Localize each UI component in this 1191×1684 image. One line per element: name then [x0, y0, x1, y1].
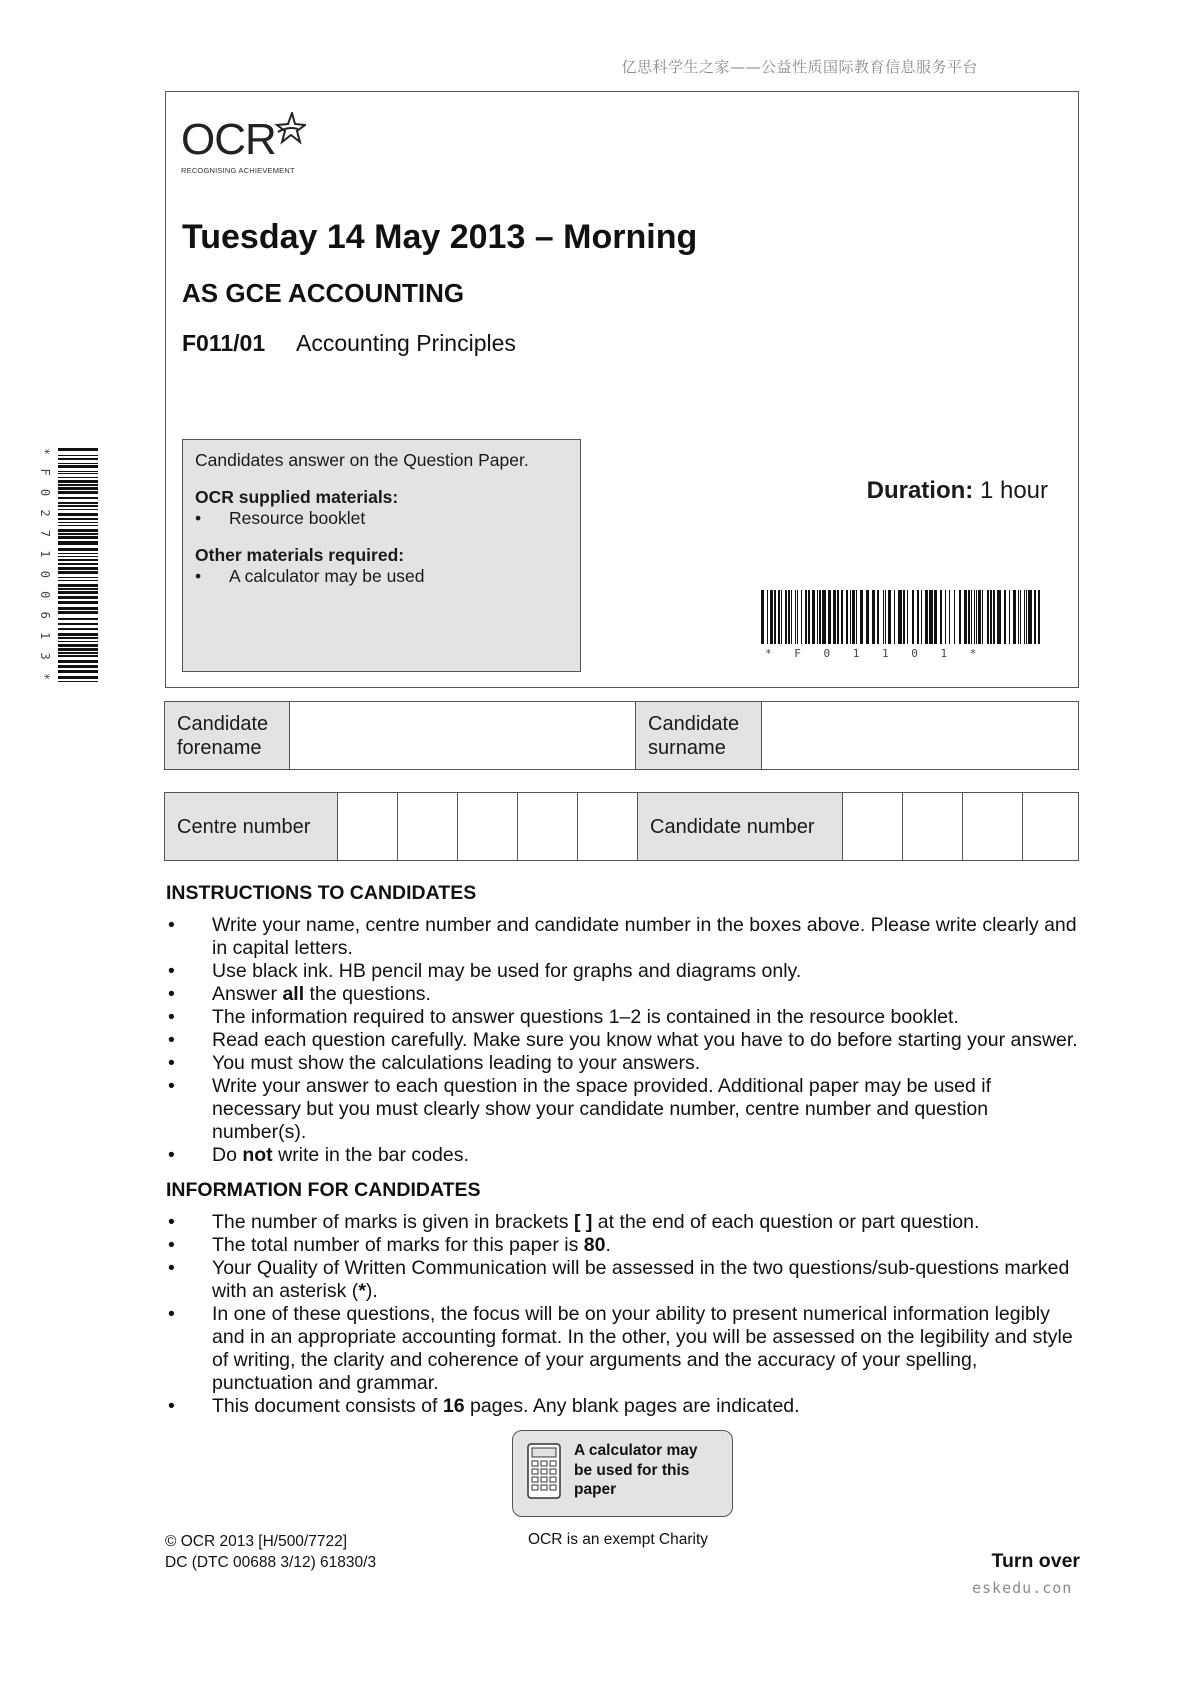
bullet: •: [168, 1144, 175, 1166]
barcode-main: [761, 590, 1043, 660]
candidate-number-box[interactable]: [1022, 793, 1078, 860]
bullet: •: [168, 914, 175, 936]
barcode-bar: [1024, 590, 1025, 644]
barcode-bar: [58, 665, 98, 668]
bullet: •: [168, 1052, 175, 1074]
barcode-bar: [58, 563, 98, 565]
bullet: •: [168, 1257, 175, 1279]
calculator-notice-text: A calculator may be used for this paper: [574, 1442, 698, 1498]
barcode-bar: [912, 590, 914, 644]
candidate-name-table: [164, 701, 1079, 770]
centre-number-box[interactable]: [517, 793, 577, 860]
barcode-bar: [860, 590, 863, 644]
logo-wordmark: OCR: [181, 115, 276, 164]
ocr-logo: [181, 115, 306, 175]
turn-over: Turn over: [991, 1550, 1080, 1572]
barcode-bar: [812, 590, 815, 644]
barcode-bar: [982, 590, 983, 644]
instruction-item: • You must show the calculations leading to your answers.: [168, 1052, 701, 1074]
barcode-bar: [801, 590, 802, 644]
barcode-bar: [850, 590, 851, 644]
barcode-bar: [990, 590, 992, 644]
barcode-bar: [894, 590, 895, 644]
barcode-bar: [907, 590, 908, 644]
barcode-bar: [976, 590, 977, 644]
barcode-bar: [964, 590, 967, 644]
barcode-bar: [58, 509, 98, 510]
copyright: © OCR 2013 [H/500/7722]: [165, 1533, 348, 1550]
forename-label: Candidate forename: [165, 702, 290, 769]
bullet: •: [168, 1303, 175, 1325]
barcode-bar: [997, 590, 1001, 644]
barcode-main-bars: [761, 590, 1043, 644]
supplied-item: • Resource booklet: [195, 508, 366, 528]
barcode-bar: [788, 590, 790, 644]
bullet: •: [168, 960, 175, 982]
barcode-bar: [822, 590, 826, 644]
materials-box: [182, 439, 581, 672]
bullet: •: [168, 1075, 175, 1097]
barcode-bar: [767, 590, 768, 644]
barcode-bar: [58, 463, 98, 464]
barcode-bar: [866, 590, 869, 644]
candidate-number-box[interactable]: [902, 793, 962, 860]
bullet: •: [168, 1211, 175, 1233]
barcode-bar: [852, 590, 855, 644]
barcode-bar: [778, 590, 780, 644]
barcode-bar: [58, 541, 98, 545]
bullet: •: [168, 1234, 175, 1256]
centre-number-box[interactable]: [577, 793, 637, 860]
exam-paper-title: Accounting Principles: [296, 330, 516, 356]
barcode-main-text: * F 0 1 1 0 1 *: [765, 647, 985, 660]
information-item: • The number of marks is given in brackets [ ] at the end of each question or part question.: [168, 1211, 980, 1233]
watermark-bottom: eskedu.con: [972, 1579, 1073, 1597]
barcode-bar: [58, 458, 98, 460]
barcode-bar: [58, 455, 98, 456]
document-ref: DC (DTC 00688 3/12) 61830/3: [165, 1554, 377, 1571]
barcode-bar: [58, 584, 98, 587]
barcode-bar: [785, 590, 787, 644]
information-item: • The total number of marks for this paper is 80.: [168, 1234, 611, 1256]
barcode-bar: [58, 484, 98, 486]
bullet: •: [168, 983, 175, 1005]
barcode-bar: [58, 477, 98, 478]
barcode-bar: [58, 670, 98, 673]
bullet: •: [168, 1395, 175, 1417]
barcode-bar: [925, 590, 928, 644]
barcode-bar: [1026, 590, 1027, 644]
barcode-bar: [58, 660, 98, 663]
centre-number-box[interactable]: [337, 793, 397, 860]
instruction-item: • Use black ink. HB pencil may be used for graphs and diagrams only.: [168, 960, 802, 982]
barcode-bar: [58, 518, 98, 520]
barcode-bar: [58, 644, 98, 647]
barcode-bar: [808, 590, 810, 644]
barcode-bar: [883, 590, 884, 644]
candidate-number-box[interactable]: [842, 793, 902, 860]
instructions-list: [166, 914, 1082, 1167]
barcode-bar: [58, 676, 98, 679]
barcode-bar: [58, 473, 98, 474]
barcode-bar: [940, 590, 942, 644]
bullet: •: [168, 1006, 175, 1028]
barcode-bar: [987, 590, 989, 644]
barcode-bar: [58, 623, 98, 625]
barcode-bar: [846, 590, 848, 644]
barcode-bar: [58, 580, 98, 581]
barcode-bar: [791, 590, 792, 644]
barcode-bar: [58, 567, 98, 570]
exam-date: Tuesday 14 May 2013 – Morning: [182, 218, 698, 256]
barcode-bar: [58, 529, 98, 532]
information-item: • In one of these questions, the focus will be on your ability to present numerical information legibly and in an appropriate accounting format. In the other, you will be assessed on the legibility and style of writing, the clarity and coherence of your arguments and the accuracy of your spelling, punctuation and grammar.: [168, 1303, 1073, 1394]
barcode-bar: [1009, 590, 1010, 644]
barcode-bar: [877, 590, 879, 644]
supplied-heading: OCR supplied materials:: [195, 487, 399, 507]
barcode-bar: [58, 641, 98, 642]
barcode-bar: [58, 607, 98, 610]
instruction-item: • Read each question carefully. Make sure you know what you have to do before starting your answer.: [168, 1029, 1078, 1051]
barcode-bar: [885, 590, 886, 644]
barcode-bar: [58, 655, 98, 657]
barcode-bar: [1038, 590, 1040, 644]
barcode-bar: [817, 590, 818, 644]
information-list: [166, 1211, 1082, 1418]
barcode-bar: [58, 471, 98, 472]
centre-number-box[interactable]: [457, 793, 517, 860]
instruction-item: • Write your answer to each question in the space provided. Additional paper may be used if necessary but you must clearly show your candidate number, centre number and question number(s).: [168, 1075, 992, 1143]
barcode-bar: [781, 590, 782, 644]
barcode-bar: [888, 590, 891, 644]
barcode-bar: [978, 590, 981, 644]
barcode-bar: [58, 596, 98, 599]
centre-number-box[interactable]: [397, 793, 457, 860]
centre-number-label: Centre number: [165, 793, 337, 860]
barcode-bar: [929, 590, 933, 644]
barcode-bar: [1020, 590, 1021, 644]
exam-subject: AS GCE ACCOUNTING: [182, 278, 465, 308]
barcode-bar: [974, 590, 975, 644]
calculator-icon: [527, 1443, 561, 1499]
barcode-bar: [819, 590, 821, 644]
barcode-bar: [797, 590, 798, 644]
barcode-bar: [58, 548, 98, 551]
barcode-bar: [58, 491, 98, 494]
barcode-bar: [58, 556, 98, 557]
instructions-title: INSTRUCTIONS TO CANDIDATES: [166, 882, 477, 904]
calculator-notice: [512, 1430, 733, 1517]
barcode-bar: [58, 536, 98, 539]
duration: [867, 477, 1048, 505]
barcode-bar: [58, 502, 98, 504]
barcode-side-text: * F 0 2 7 1 0 0 6 1 3 *: [38, 448, 52, 684]
duration-value: 1 hour: [973, 477, 1048, 504]
star-icon: [270, 112, 306, 146]
barcode-bar: [58, 577, 98, 578]
barcode-bar: [761, 590, 764, 644]
barcode-bar: [58, 591, 98, 594]
instruction-item: • The information required to answer questions 1–2 is contained in the resource booklet.: [168, 1006, 959, 1028]
barcode-bar: [774, 590, 776, 644]
barcode-bar: [58, 505, 98, 507]
information-title: INFORMATION FOR CANDIDATES: [166, 1179, 481, 1201]
barcode-bar: [945, 590, 946, 644]
barcode-bar: [58, 633, 98, 636]
barcode-bar: [903, 590, 905, 644]
barcode-bar: [1013, 590, 1016, 644]
barcode-bar: [58, 553, 98, 554]
bullet: •: [168, 1029, 175, 1051]
barcode-bar: [959, 590, 961, 644]
other-heading: Other materials required:: [195, 545, 405, 565]
surname-label: Candidate surname: [636, 702, 762, 769]
barcode-bar: [58, 533, 98, 535]
barcode-bar: [58, 487, 98, 490]
barcode-bar: [58, 611, 98, 614]
barcode-bar: [917, 590, 919, 644]
instruction-item: • Write your name, centre number and candidate number in the boxes above. Please write clearly and in capital letters.: [168, 914, 1077, 959]
charity-note: OCR is an exempt Charity: [528, 1531, 709, 1548]
barcode-bar: [921, 590, 922, 644]
answer-note: Candidates answer on the Question Paper.: [195, 450, 529, 470]
barcode-bar: [837, 590, 839, 644]
barcode-bar: [58, 618, 98, 620]
barcode-bar: [58, 480, 98, 483]
barcode-bar: [58, 525, 98, 526]
watermark-top: 亿思科学生之家——公益性质国际教育信息服务平台: [621, 58, 978, 76]
barcode-bar: [58, 637, 98, 639]
barcode-bar: [993, 590, 995, 644]
other-item: • A calculator may be used: [195, 566, 425, 586]
barcode-bar: [1034, 590, 1036, 644]
barcode-bar: [770, 590, 773, 644]
instruction-item: • Answer all the questions.: [168, 983, 431, 1005]
barcode-bar: [58, 648, 98, 651]
barcode-bar: [805, 590, 807, 644]
barcode-bar: [828, 590, 831, 644]
barcode-bar: [58, 628, 98, 630]
barcode-bar: [971, 590, 972, 644]
barcode-bar: [898, 590, 902, 644]
barcode-bar: [934, 590, 937, 644]
logo-tagline: RECOGNISING ACHIEVEMENT: [181, 166, 295, 175]
information-item: • This document consists of 16 pages. Any blank pages are indicated.: [168, 1395, 800, 1417]
barcode-bar: [1018, 590, 1019, 644]
barcode-bar: [58, 588, 98, 590]
barcode-bar: [841, 590, 843, 644]
footer-left: [165, 1531, 376, 1573]
barcode-bar: [1028, 590, 1032, 644]
forename-field[interactable]: [290, 702, 636, 769]
barcode-bar: [58, 571, 98, 574]
barcode-bar: [833, 590, 836, 644]
instruction-item: • Do not write in the bar codes.: [168, 1144, 469, 1166]
candidate-number-label: Candidate number: [637, 793, 842, 860]
barcode-bar: [58, 559, 98, 561]
barcode-bar: [954, 590, 955, 644]
candidate-number-box[interactable]: [962, 793, 1022, 860]
barcode-bar: [1004, 590, 1006, 644]
candidate-number-table: [164, 792, 1079, 861]
barcode-bar: [58, 601, 98, 604]
barcode-bar: [58, 448, 98, 451]
barcode-bar: [58, 513, 98, 516]
barcode-bar: [795, 590, 796, 644]
barcode-bar: [58, 652, 98, 654]
information-item: • Your Quality of Written Communication will be assessed in the two questions/sub-questions marked with an asterisk (*).: [168, 1257, 1070, 1302]
barcode-bar: [968, 590, 970, 644]
barcode-bar: [949, 590, 950, 644]
barcode-bar: [856, 590, 857, 644]
barcode-bar: [58, 497, 98, 499]
barcode-bar: [58, 522, 98, 523]
duration-label: Duration:: [866, 477, 974, 504]
barcode-bar: [872, 590, 875, 644]
exam-code: F011/01: [182, 330, 266, 356]
barcode-bar: [58, 465, 98, 468]
barcode-bar: [58, 681, 98, 682]
surname-field[interactable]: [762, 702, 1078, 769]
